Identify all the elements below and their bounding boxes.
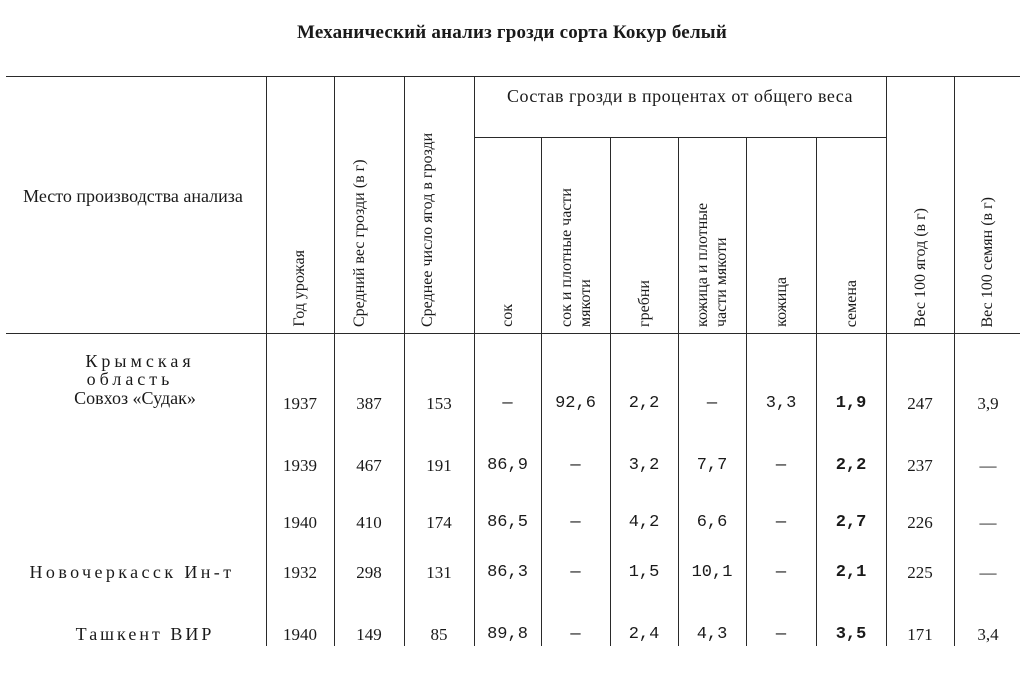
composition-subheader-rule [474,137,886,138]
table-cell-weight: 410 [356,513,382,532]
table-cell-year: 1940 [283,513,317,532]
table-cell-w100s: — [979,563,997,582]
table-cell-weight: 149 [356,625,382,644]
table-cell-stems: 2,2 [628,394,660,413]
col-rule [266,76,267,646]
table-cell-berries: 174 [426,513,452,532]
table-cell-stems: 4,2 [628,513,660,532]
table-cell-weight: 467 [356,456,382,475]
table-cell-juice: 86,3 [487,563,528,582]
table-cell-juice: — [502,394,513,413]
table-cell-skin-pulp: 4,3 [696,625,728,644]
table-cell-year: 1937 [283,394,317,413]
table-cell-seeds: 2,7 [835,513,867,532]
col-rule [954,76,955,646]
table-cell-w100b: 247 [907,394,933,413]
table-cell-w100b: 225 [907,563,933,582]
table-cell-skin-pulp: 7,7 [696,456,728,475]
row-place: Ташкент ВИР [75,624,215,644]
table-top-rule [6,76,1020,77]
header-composition: Состав грозди в процентах от общего веса [506,86,854,106]
table-cell-w100b: 226 [907,513,933,532]
table-cell-juice-pulp: — [570,563,581,582]
table-cell-w100s: — [979,456,997,475]
table-cell-juice: 86,9 [487,456,528,475]
row-place: Новочеркасск Ин-т [29,562,235,582]
table-cell-skin: 3,3 [765,394,797,413]
col-rule [541,137,542,646]
table-cell-skin-pulp: 10,1 [691,563,733,582]
col-rule [816,137,817,646]
header-w100-berries: Вес 100 ягод (в г) [912,207,929,327]
page-title: Механический анализ грозди сорта Кокур белый [296,22,727,43]
header-juice-pulp: сок и плотные части мякоти [558,188,594,327]
table-cell-w100s: — [979,513,997,532]
header-stems: гребни [636,280,653,327]
table-cell-skin: — [775,513,787,532]
header-avg-weight: Средний вес грозди (в г) [351,159,368,327]
header-seeds: семена [843,279,860,327]
row-place: область [86,369,174,389]
header-year: Год урожая [291,250,308,327]
table-cell-stems: 3,2 [628,456,660,475]
table-cell-seeds: 2,1 [835,563,867,582]
table-cell-w100b: 171 [907,625,933,644]
col-rule [886,76,887,646]
col-rule [474,76,475,646]
table-cell-year: 1932 [283,563,317,582]
table-cell-stems: 2,4 [628,625,660,644]
table-cell-seeds: 1,9 [835,394,867,413]
table-cell-skin: — [775,625,787,644]
header-place: Место производства анализа [23,186,243,206]
table-cell-weight: 387 [356,394,382,413]
header-skin: кожица [773,277,790,327]
table-cell-juice-pulp: — [570,513,581,532]
table-cell-juice: 89,8 [487,625,528,644]
table-cell-skin: — [775,456,787,475]
header-w100-seeds: Вес 100 семян (в г) [979,196,996,327]
table-cell-weight: 298 [356,563,382,582]
table-cell-juice-pulp: — [570,456,581,475]
table-cell-stems: 1,5 [628,563,660,582]
row-place: Крымская [85,351,195,371]
col-rule [678,137,679,646]
row-place: Совхоз «Судак» [74,388,196,408]
col-rule [610,137,611,646]
table-cell-year: 1939 [283,456,317,475]
col-rule [404,76,405,646]
table-cell-juice-pulp: 92,6 [555,394,596,413]
table-cell-juice-pulp: — [570,625,581,644]
table-cell-skin-pulp: — [706,394,718,413]
col-rule [334,76,335,646]
table-cell-w100s: 3,9 [977,394,999,413]
col-rule [746,137,747,646]
header-avg-berries: Среднее число ягод в грозди [419,132,436,327]
table-cell-juice: 86,5 [487,513,528,532]
header-juice: сок [499,304,516,327]
table-cell-berries: 153 [426,394,452,413]
table-cell-berries: 131 [426,563,452,582]
table-cell-skin-pulp: 6,6 [696,513,728,532]
table-cell-seeds: 3,5 [835,625,867,644]
table-cell-skin: — [775,563,787,582]
table-cell-berries: 85 [430,625,448,644]
header-skin-pulp: кожица и плотные части мякоти [694,202,730,327]
table-cell-w100b: 237 [907,456,933,475]
table-cell-berries: 191 [426,456,452,475]
table-cell-w100s: 3,4 [977,625,999,644]
header-bottom-rule [6,333,1020,334]
table-cell-seeds: 2,2 [835,456,867,475]
table-cell-year: 1940 [283,625,317,644]
